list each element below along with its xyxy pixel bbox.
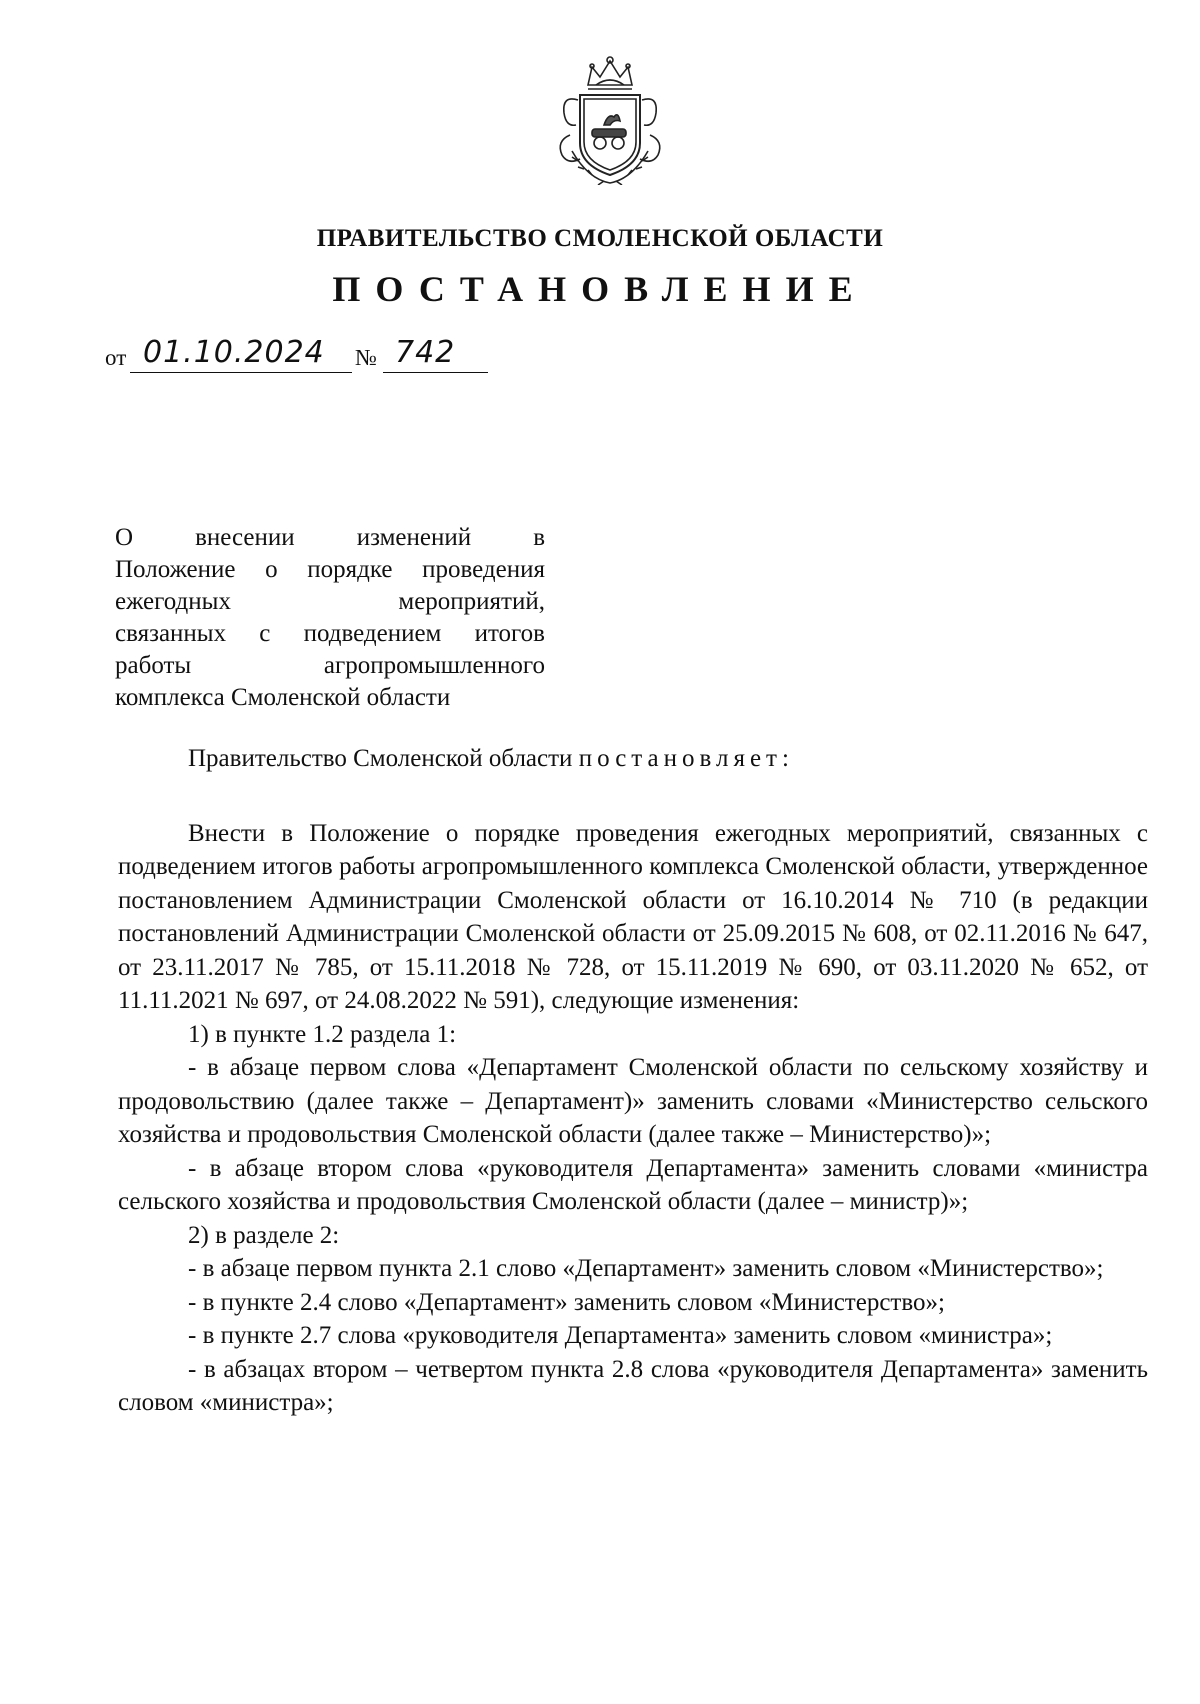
number-prefix: № [355,345,377,370]
body-paragraph: - в абзаце втором слова «руководителя Департамента» заменить словами «министра сельского хозяйства и продовольствия Смоленской области (далее – министр)»; [118,1154,1148,1215]
handwritten-number: 742 [395,335,456,370]
subject-line: Положение о порядке проведения [115,556,545,583]
organization-name: ПРАВИТЕЛЬСТВО СМОЛЕНСКОЙ ОБЛАСТИ [316,225,884,252]
document-type-title: ПОСТАНОВЛЕНИЕ [332,269,868,309]
subject-line: связанных с подведением итогов [115,620,545,647]
document-body [118,742,1148,1420]
decree-text: Правительство Смоленской области [188,745,579,772]
body-paragraph: - в абзацах втором – четвертом пункта 2.8 слова «руководителя Департамента» заменить словом «министра»; [118,1355,1148,1416]
date-prefix: от [105,345,127,370]
body-paragraph: - в абзаце первом пункта 2.1 слово «Департамент» заменить словом «Министерство»; [188,1255,1104,1282]
number-underline [383,372,488,373]
date-underline [130,372,352,373]
body-paragraph: Внести в Положение о порядке проведения ежегодных мероприятий, связанных с подведением итогов работы агропромышленного комплекса Смоленской области, утвержденное постановлением Администрации Смоленской области от 16.10.2014 № 710 (в редакции постановлений Администрации Смоленской области от 25.09.2015 № 608, от 02.11.2016 № 647, от 23.11.2017 № 785, от 15.11.2018 № 728, от 15.11.2019 № 690, от 03.11.2020 № 652, от 11.11.2021 № 697, от 24.08.2022 № 591), следующие изменения: [118,819,1148,1014]
subject-line: ежегодных мероприятий, [115,588,545,615]
body-paragraph: - в пункте 2.7 слова «руководителя Департамента» заменить словом «министра»; [188,1322,1053,1349]
decree-line [118,742,1148,776]
body-paragraph: - в пункте 2.4 слово «Департамент» заменить словом «Министерство»; [188,1288,945,1316]
body-paragraph: - в абзаце первом слова «Департамент Смоленской области по сельскому хозяйству и продовольствию (далее также – Департамент)» заменить словами «Министерство сельского хозяйства и продовольствия Смоленской области (далее также – Министерство)»; [118,1054,1148,1148]
subject-line: комплекса Смоленской области [115,684,451,711]
coat-of-arms-icon [548,55,672,185]
subject-line: О внесении изменений в [115,524,545,551]
decree-verb: постановляет: [578,745,794,772]
document-subject [115,522,545,714]
handwritten-date: 01.10.2024 [143,335,325,370]
subject-line: работы агропромышленного [115,652,545,679]
body-paragraph: 2) в разделе 2: [188,1221,340,1249]
body-paragraph: 1) в пункте 1.2 раздела 1: [188,1020,457,1048]
